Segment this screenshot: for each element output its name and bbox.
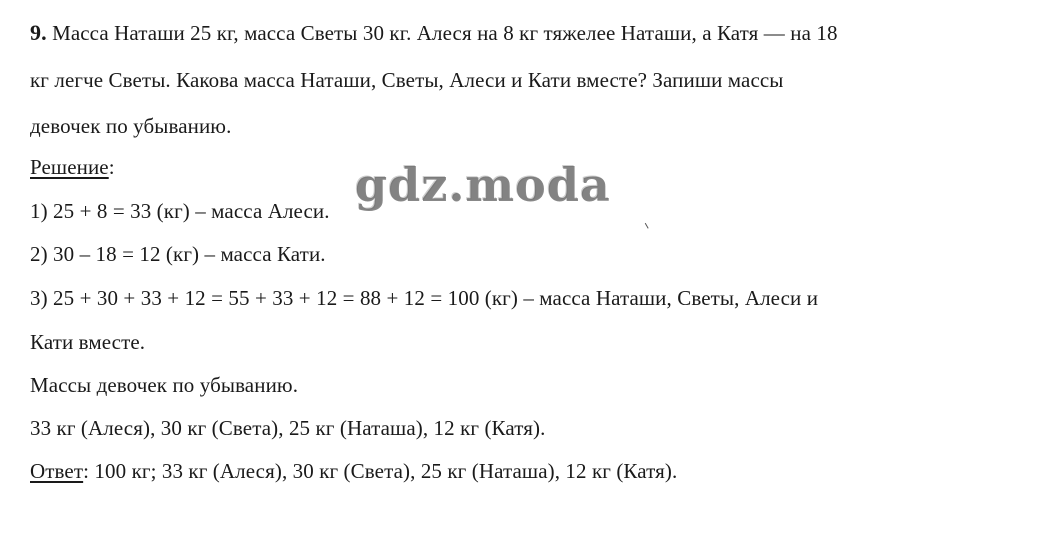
stray-mark — [645, 221, 651, 228]
answer-text: : 100 кг; 33 кг (Алеся), 30 кг (Света), 25 кг (Наташа), 12 кг (Катя). — [83, 459, 678, 483]
answer-line — [30, 458, 677, 484]
order-heading: Массы девочек по убыванию. — [30, 373, 299, 397]
watermark-logo: gdz.moda — [355, 158, 611, 212]
problem-line-2: кг легче Светы. Какова масса Наташи, Светы, Алеси и Кати вместе? Запиши массы — [30, 68, 784, 92]
solution-heading-colon: : — [108, 155, 115, 179]
problem-text-line-1: Масса Наташи 25 кг, масса Светы 30 кг. Алеся на 8 кг тяжелее Наташи, а Катя — на 18 — [52, 21, 838, 45]
solution-step-3-line-2: Кати вместе. — [30, 330, 146, 354]
problem-number: 9. — [30, 20, 47, 45]
answer-label: Ответ — [30, 459, 84, 483]
order-list: 33 кг (Алеся), 30 кг (Света), 25 кг (Наташа), 12 кг (Катя). — [30, 416, 546, 440]
solution-step-1: 1) 25 + 8 = 33 (кг) – масса Алеси. — [30, 199, 330, 223]
solution-step-3-line-1: 3) 25 + 30 + 33 + 12 = 55 + 33 + 12 = 88 + 12 = 100 (кг) – масса Наташи, Светы, Алеси и — [30, 286, 819, 310]
problem-line-3: девочек по убыванию. — [30, 114, 232, 138]
solution-heading: Решение — [30, 155, 109, 179]
solution-step-2: 2) 30 – 18 = 12 (кг) – масса Кати. — [30, 242, 326, 266]
problem-line-1 — [30, 20, 838, 46]
solution-heading-line — [30, 154, 115, 180]
